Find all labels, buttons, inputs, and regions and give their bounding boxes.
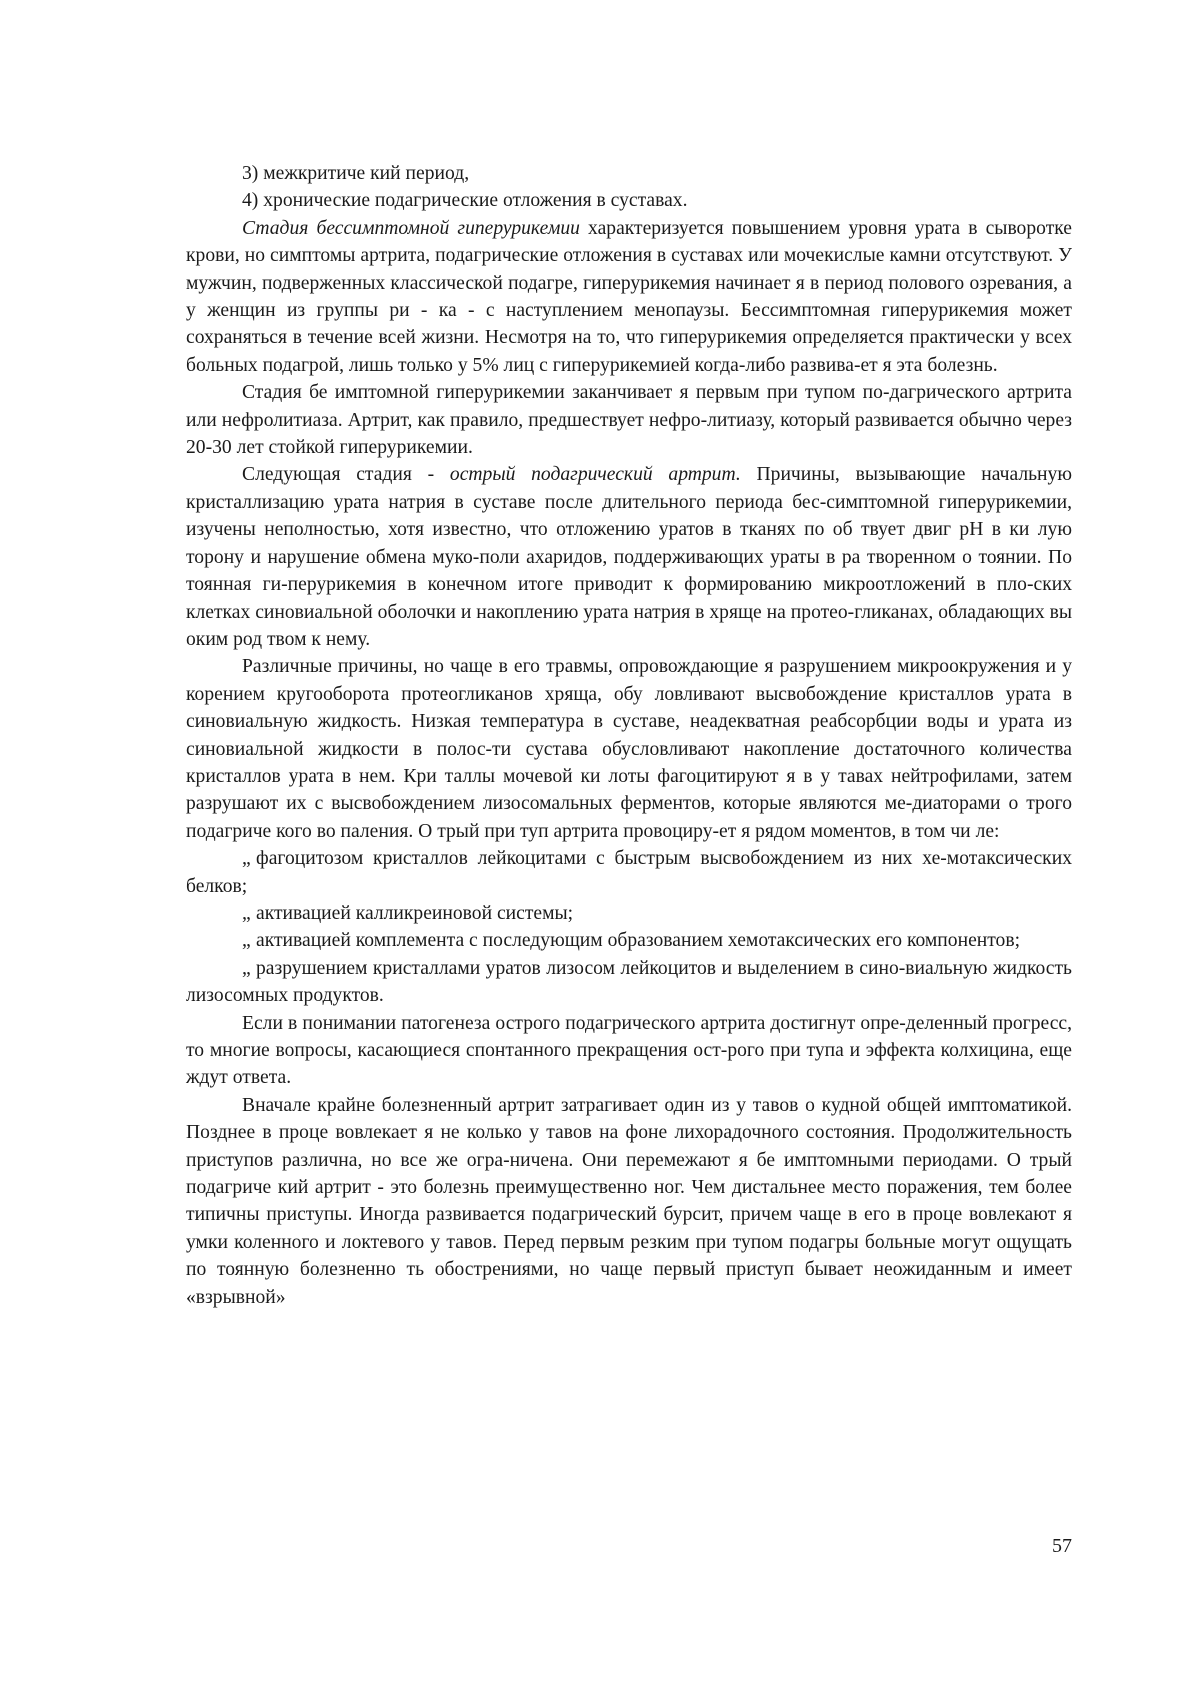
term-asymptomatic-hyperuricemia: Стадия бессимптомной гиперурикемии	[242, 217, 580, 239]
paragraph-stage-end: Стадия бе имптомной гиперурикемии заканчивает я первым при тупом по-дагрического артрита или нефролитиаза. Артрит, как правило, предшествует нефро-литиазу, который развивается обычно через 20-30 лет стойкой гиперурикемии.	[186, 382, 1072, 459]
bullet-mark: „	[242, 848, 251, 870]
bullet-item	[186, 955, 1072, 1010]
paragraph-pathogenesis-progress: Если в понимании патогенеза острого подагрического артрита достигнут опре-деленный прогресс, то многие вопросы, касающиеся спонтанного прекращения ост-рого при тупа и эффекта колхицина, еще ждут ответа.	[186, 1012, 1072, 1089]
list-item-stage-3: 3) межкритиче кий период,	[242, 163, 470, 184]
bullet-mark: „	[242, 902, 251, 924]
paragraph-causes: Различные причины, но чаще в его травмы, опровождающие я разрушением микроокружения и у корением кругооборота протеогликанов хряща, обу ловливают высвобождение кристаллов урата в синовиальную жидкость. Низкая температура в суставе, неадекватная реабсорбции воды и урата из синовиальной жидкости в полос-ти сустава обусловливают накопление достаточного количества кристаллов урата в нем. Кри таллы мочевой ки лоты фагоцитируют я в у тавах нейтрофилами, затем разрушают их с высвобождением лизосомальных ферментов, которые являются ме-диаторами о трого подагриче кого во паления. О трый при туп артрита провоциру-ет я рядом моментов, в том чи ле:	[186, 656, 1072, 842]
bullet-text: активацией комплемента с последующим образованием хемотаксических его компонентов;	[256, 930, 1021, 952]
page-number: 57	[1052, 1535, 1072, 1557]
bullet-text: разрушением кристаллами уратов лизосом лейкоцитов и выделением в сино-виальную жидкость лизосомных продуктов.	[186, 957, 1072, 1007]
bullet-item	[186, 927, 1072, 954]
paragraph-text: характеризуется повышением уровня урата в сыворотке крови, но симптомы артрита, подагрические отложения в суставах или мочекислые камни отсутствуют. У мужчин, подверженных классической подагре, гиперурикемия начинает я в период полового озревания, а у женщин из группы ри - ка - с наступлением менопаузы. Бессимптомная гиперурикемия может сохраняться в течение всей жизни. Несмотря на то, что гиперурикемия определяется практически у всех больных подагрой, лишь только у 5% лиц с гиперурикемией когда-либо развива-ет я эта болезнь.	[186, 217, 1072, 376]
bullet-item	[186, 900, 1072, 927]
bullet-mark: „	[242, 930, 251, 952]
paragraph-asymptomatic-stage	[186, 215, 1072, 379]
paragraph-acute-arthritis	[186, 461, 1072, 653]
paragraph-lead: Следующая стадия -	[242, 464, 450, 486]
page-body	[186, 160, 1072, 1311]
bullet-mark: „	[242, 957, 251, 979]
term-acute-gouty-arthritis: острый подагрический артрит.	[449, 464, 741, 486]
bullet-text: фагоцитозом кристаллов лейкоцитами с быстрым высвобождением из них хе-мотаксических белков;	[186, 848, 1072, 897]
paragraph-text: Причины, вызывающие начальную кристаллизацию урата натрия в суставе после длительного периода бес-симптомной гиперурикемии, изучены неполностью, хотя известно, что отложению уратов в тканях по об твует двиг рН в ки лую торону и нарушение обмена муко-поли ахаридов, поддерживающих ураты в ра творенном о тоянии. По тоянная ги-перурикемия в конечном итоге приводит к формированию микроотложений в пло-ских клетках синовиальной оболочки и накоплению урата натрия в хряще на протео-гликанах, обладающих вы оким род твом к нему.	[186, 464, 1072, 650]
list-item-stage-4: 4) хронические подагрические отложения в суставах.	[242, 190, 688, 212]
paragraph-clinical-course: Вначале крайне болезненный артрит затрагивает один из у тавов о кудной общей имптоматикой. Позднее в проце вовлекает я не колько у тавов на фоне лихорадочного состояния. Продолжительность приступов различна, но все же огра-ничена. Они перемежают я бе имптомными периодами. О трый подагриче кий артрит - это болезнь преимущественно ног. Чем дистальнее место поражения, тем более типичны приступы. Иногда развивается подагрический бурсит, причем чаще в его в проце вовлекают я умки коленного и локтевого у тавов. Перед первым резким при тупом подагры больные могут ощущать по тоянную болезненно ть обострениями, но чаще первый приступ бывает неожиданным и имеет «взрывной»	[186, 1094, 1072, 1308]
bullet-item	[186, 845, 1072, 900]
bullet-text: активацией калликреиновой системы;	[256, 902, 574, 924]
